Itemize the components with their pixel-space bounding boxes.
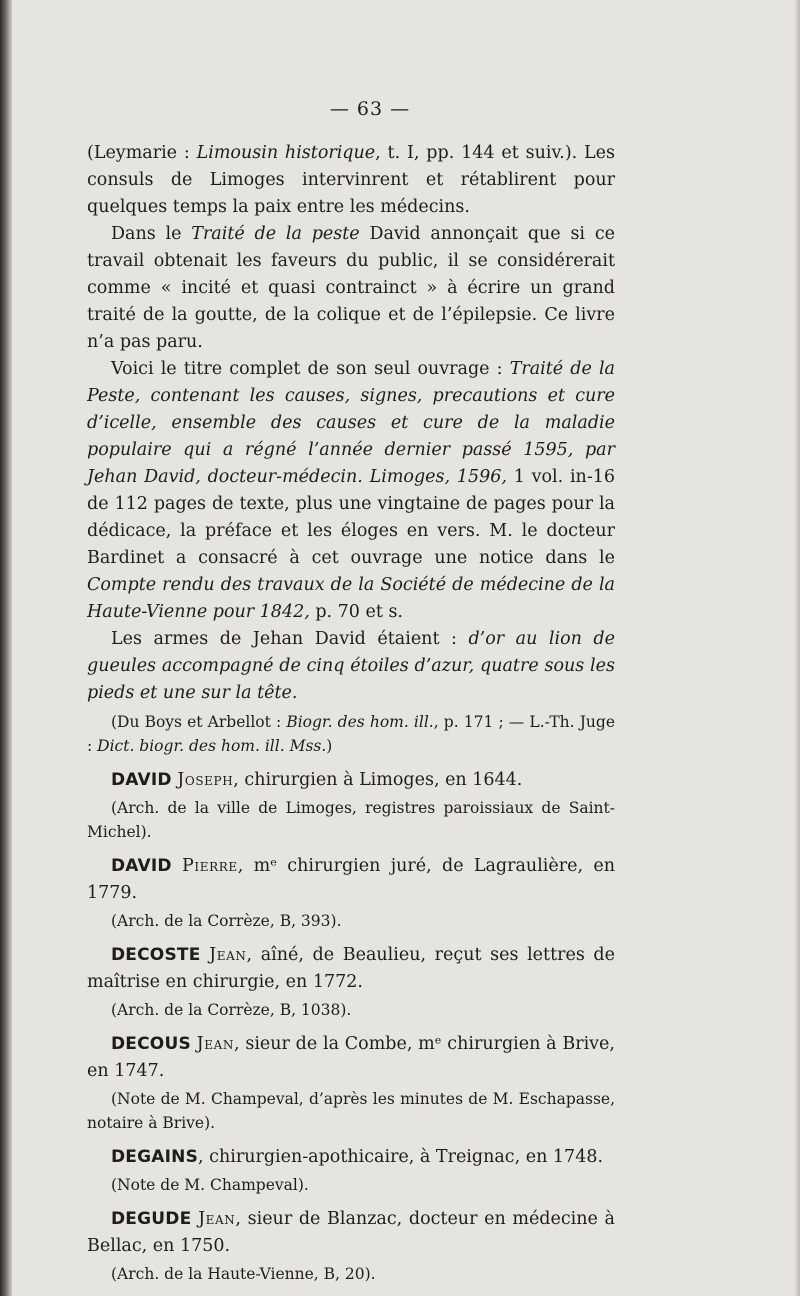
entry-description: , chirurgien-apothicaire, à Treignac, en 1748.: [198, 1147, 604, 1167]
entry-given-name: Jean: [209, 945, 247, 965]
text-run: Les armes de Jehan David étaient :: [111, 629, 469, 649]
entry-given-name: Pierre: [182, 856, 238, 876]
entry: [87, 767, 615, 844]
entry: [87, 1144, 615, 1197]
italic-text-run: Biogr. des hom. ill.: [286, 713, 434, 731]
entry-heading: [87, 853, 615, 907]
entry-description: , sieur de Blanzac, docteur en médecine à Bellac, en 1750.: [87, 1209, 615, 1256]
entry-heading: [87, 767, 615, 794]
entry-heading: [87, 1206, 615, 1260]
intro-paragraph-1: [87, 140, 615, 221]
entry-surname: DECOSTE: [111, 945, 201, 965]
entry-description: , aîné, de Beaulieu, reçut ses lettres de maîtrise en chirurgie, en 1772.: [87, 945, 615, 992]
book-spine-shadow: [0, 0, 12, 1296]
entry-surname: DAVID: [111, 856, 172, 876]
entry-given-name: Joseph: [177, 770, 234, 790]
text-run: David annonçait que si ce travail obtenait les faveurs du public, il se considérerait comme « incité et quasi contrainct » à écrire un grand traité de la goutte, de la colique et de l’épilepsie. Ce livre n’a pas paru.: [87, 224, 615, 352]
text-run: Voici le titre complet de son seul ouvrage :: [111, 359, 510, 379]
text-run: (Leymarie :: [87, 143, 197, 163]
italic-text-run: Traité de la Peste, contenant les causes, signes, precautions et cure d’icelle, ensemble des causes et cure de la maladie populaire qui a régné l’année dernier passé 1595, par Jehan David, docteur-médecin. Limoges, 1596,: [87, 359, 615, 487]
intro-paragraph-4: [87, 626, 615, 707]
page-edge: [794, 0, 800, 1296]
text-run: , p. 171 ; — L.-Th. Juge :: [87, 713, 615, 755]
text-run: Dans le: [111, 224, 192, 244]
entry-surname: DAVID: [111, 770, 172, 790]
italic-text-run: Compte rendu des travaux de la Société de médecine de la Haute-Vienne pour 1842,: [87, 575, 615, 622]
italic-text-run: Limousin historique: [196, 143, 376, 163]
entry-source: (Arch. de la Haute-Vienne, B, 20).: [111, 1265, 376, 1283]
italic-text-run: d’or au lion de gueules accompagné de cinq étoiles d’azur, quatre sous les pieds et une sur la tête.: [87, 629, 615, 703]
entry: [87, 1031, 615, 1135]
entry-description: , sieur de la Combe, mᵉ chirurgien à Brive, en 1747.: [87, 1034, 615, 1081]
entry-source: (Note de M. Champeval, d’après les minutes de M. Eschapasse, notaire à Brive).: [87, 1090, 615, 1132]
entry-surname: DEGAINS: [111, 1147, 199, 1167]
entry-given-name: Jean: [196, 1034, 235, 1054]
text-run: , t. I, pp. 144 et suiv.). Les consuls de Limoges intervinrent et rétablirent pour quelques temps la paix entre les médecins.: [87, 143, 616, 217]
entry-heading: [87, 942, 615, 996]
italic-text-run: Traité de la peste: [191, 224, 360, 244]
intro-paragraph-2: [87, 221, 615, 356]
entry: [87, 853, 615, 933]
text-run: (Du Boys et Arbellot :: [111, 713, 287, 731]
text-run: 1 vol. in-16 de 112 pages de texte, plus une vingtaine de pages pour la dédicace, la préface et les éloges en vers. M. le docteur Bardinet a consacré à cet ouvrage une notice dans le: [87, 467, 616, 568]
entry-list: [87, 767, 615, 1286]
entry-surname: DEGUDE: [111, 1209, 192, 1229]
entry-source: (Note de M. Champeval).: [111, 1176, 309, 1194]
entry-source: (Arch. de la Corrèze, B, 1038).: [111, 1001, 352, 1019]
entry-heading: [87, 1031, 615, 1085]
entry-heading: [87, 1144, 615, 1171]
entry-description: , chirurgien à Limoges, en 1644.: [233, 770, 523, 790]
entry-given-name: Jean: [198, 1209, 236, 1229]
page-number: — 63 —: [329, 98, 411, 120]
entry-source: (Arch. de la ville de Limoges, registres paroissiaux de Saint-Michel).: [87, 799, 615, 841]
entry-description: , mᵉ chirurgien juré, de Lagraulière, en 1779.: [87, 856, 615, 903]
entry-surname: DECOUS: [111, 1034, 191, 1054]
intro-paragraph-3: [87, 356, 615, 626]
entry: [87, 942, 615, 1022]
entry: [87, 1206, 615, 1286]
text-run: p. 70 et s.: [309, 602, 403, 622]
intro-citation: [87, 710, 615, 758]
page-body: [87, 140, 615, 1286]
entry-source: (Arch. de la Corrèze, B, 393).: [111, 912, 342, 930]
italic-text-run: Dict. biogr. des hom. ill. Mss.: [97, 737, 327, 755]
text-run: ): [326, 737, 333, 755]
